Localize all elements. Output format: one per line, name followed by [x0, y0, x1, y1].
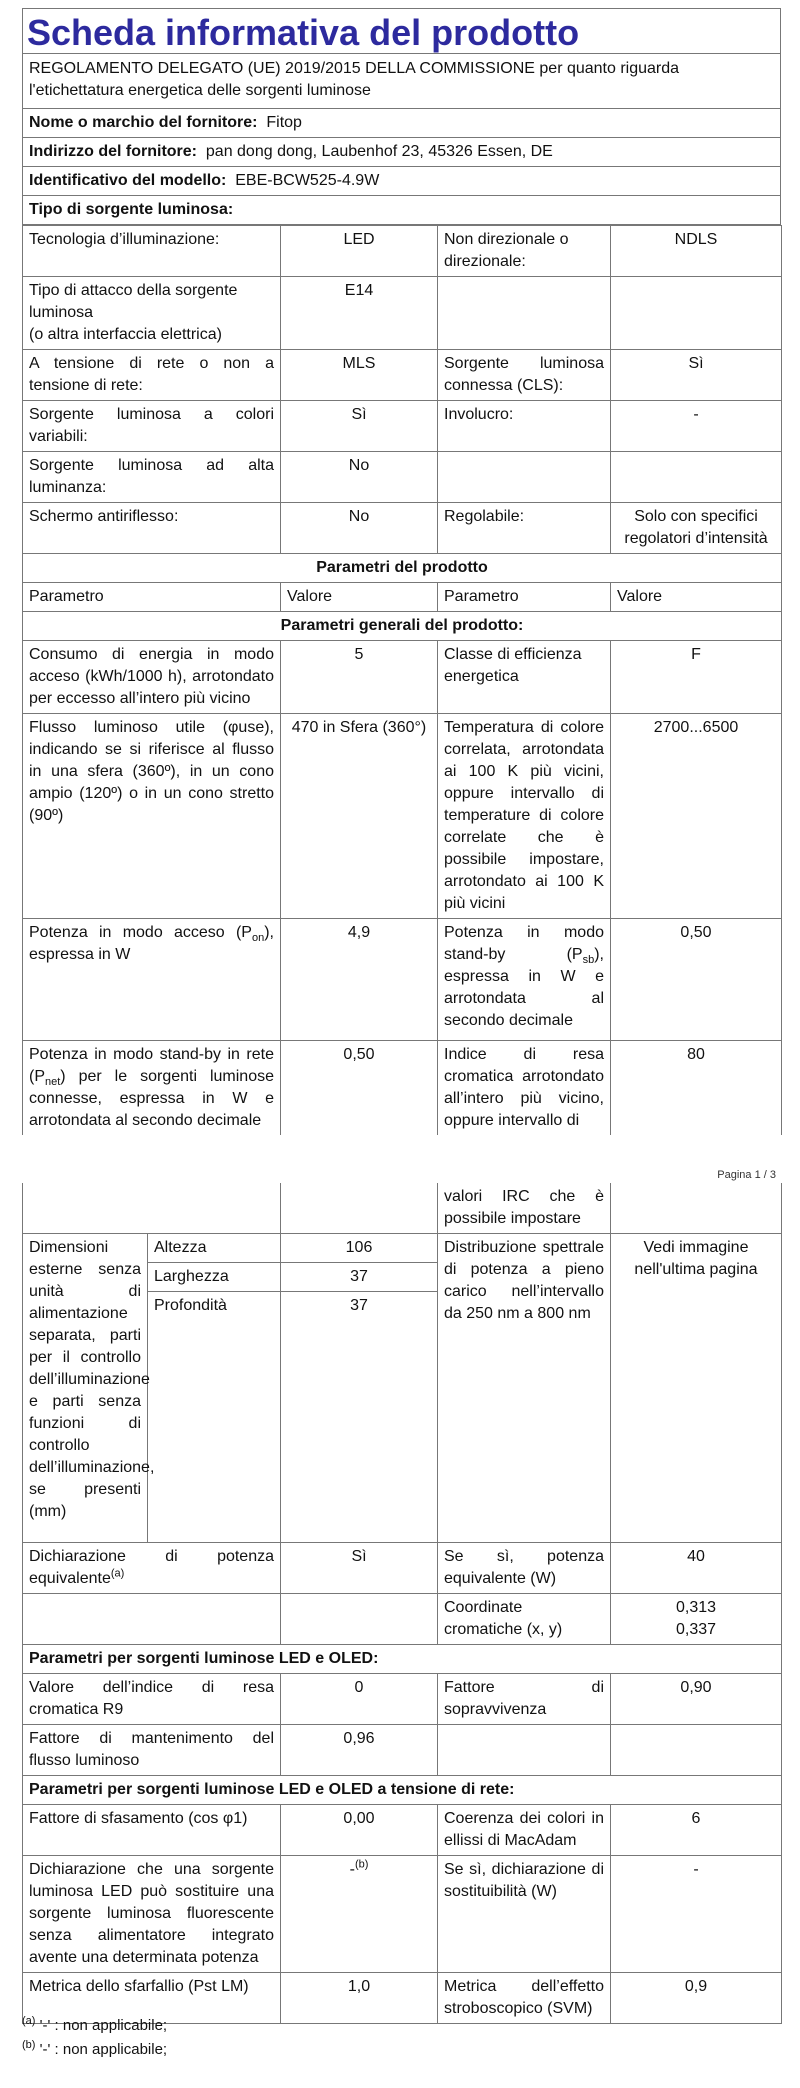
address-row [23, 138, 781, 167]
lumen-maintenance-label: Fattore di mantenimento del flusso luminoso [23, 1724, 281, 1775]
high-luminance-label: Sorgente luminosa ad alta luminanza: [23, 452, 281, 503]
chromaticity-x: 0,313 [675, 1598, 717, 1616]
connected-value: Sì [611, 350, 782, 401]
network-standby-value: 0,50 [281, 1041, 438, 1136]
empty-cell [611, 1724, 782, 1775]
page-number: Pagina 1 / 3 [717, 1169, 776, 1181]
column-header-value: Valore [611, 583, 782, 612]
footnote-a [22, 2014, 167, 2038]
model-row [23, 167, 781, 196]
dimmable-label: Regolabile: [438, 503, 611, 554]
lumen-maintenance-value: 0,96 [281, 1724, 438, 1775]
label-text: ), espressa in W e arrotondata al secondo decimale [444, 946, 604, 1029]
luminous-flux-label: Flusso luminoso utile (φuse), indicando se si riferisce al flusso in una sfera (360º), in un cono ampio (120º) o in un cono stretto (90º) [23, 714, 281, 919]
footnote-text: '-' : non applicabile; [39, 2041, 168, 2058]
empty-cell [281, 1183, 438, 1234]
flicker-metric-label: Metrica dello sfarfallio (Pst LM) [23, 1972, 281, 2023]
macadam-value: 6 [611, 1804, 782, 1855]
model-label: Identificativo del modello: [29, 172, 227, 189]
params-continued-table [22, 1183, 782, 2024]
table-row [23, 503, 782, 554]
equivalent-power-value: Sì [281, 1542, 438, 1593]
chromaticity-y: 0,337 [675, 1620, 717, 1638]
subscript: sb [582, 954, 595, 967]
supplier-label: Nome o marchio del fornitore: [29, 114, 258, 131]
empty-cell [281, 1320, 438, 1542]
led-oled-heading: Parametri per sorgenti luminose LED e OLED: [23, 1644, 782, 1673]
column-header-value: Valore [281, 583, 438, 612]
on-mode-power-label [23, 919, 281, 1041]
energy-consumption-label: Consumo di energia in modo acceso (kWh/1000 h), arrotondato per eccesso all’intero più vicino [23, 641, 281, 714]
empty-cell [23, 1183, 281, 1234]
depth-label: Profondità [148, 1292, 281, 1321]
technology-value: LED [281, 226, 438, 277]
column-header-param: Parametro [23, 583, 281, 612]
connected-label: Sorgente luminosa connessa (CLS): [438, 350, 611, 401]
efficiency-class-label: Classe di efficienza energetica [438, 641, 611, 714]
column-header-param: Parametro [438, 583, 611, 612]
colour-tunable-label: Sorgente luminosa a colori variabili: [23, 401, 281, 452]
footnote-mark: (b) [22, 2039, 36, 2051]
label-text: ) per le sorgenti luminose connesse, espressa in W e arrotondata al secondo decimale [29, 1068, 274, 1129]
model-value: EBE-BCW525-4.9W [235, 172, 380, 189]
mains-value: MLS [281, 350, 438, 401]
table-row [23, 350, 782, 401]
label-text: Dichiarazione di potenza equivalente [29, 1547, 274, 1587]
table-row [23, 1041, 782, 1136]
replacement-claim-value [281, 1855, 438, 1972]
footnote-text: '-' : non applicabile; [39, 2017, 168, 2034]
regulation-text: REGOLAMENTO DELEGATO (UE) 2019/2015 DELLA COMMISSIONE per quanto riguarda l'etichettatura energetica delle sorgenti luminose [23, 54, 781, 109]
cap-type-value: E14 [281, 277, 438, 350]
stroboscopic-metric-label: Metrica dell’effetto stroboscopico (SVM) [438, 1972, 611, 2023]
header-table [22, 53, 781, 225]
mains-label: A tensione di rete o non a tensione di rete: [23, 350, 281, 401]
table-row [23, 714, 782, 919]
cct-value: 2700...6500 [611, 714, 782, 919]
table-row [23, 1855, 782, 1972]
survival-factor-label: Fattore di sopravvivenza [438, 1673, 611, 1724]
equivalent-watt-value: 40 [611, 1542, 782, 1593]
table-row [23, 919, 782, 1041]
address-value: pan dong dong, Laubenhof 23, 45326 Essen, DE [205, 143, 553, 160]
table-row [23, 1593, 782, 1644]
dimensions-label: Dimensioni esterne senza unità di alimentazione separata, parti per il controllo dell’illuminazione e parti senza funzioni di controllo dell’illuminazione, se presenti (mm) [23, 1234, 148, 1543]
empty-cell [23, 1593, 281, 1644]
colour-tunable-value: Sì [281, 401, 438, 452]
cap-type-label-note: (o altra interfaccia elettrica) [29, 326, 222, 343]
empty-cell [611, 1183, 782, 1234]
luminous-flux-value: 470 in Sfera (360°) [281, 714, 438, 919]
height-value: 106 [281, 1234, 438, 1263]
cri-value: 80 [611, 1041, 782, 1136]
table-row [23, 277, 782, 350]
equivalent-power-label [23, 1542, 281, 1593]
efficiency-class-value: F [611, 641, 782, 714]
cap-type-label: Tipo di attacco della sorgente luminosa [29, 282, 238, 321]
r9-value: 0 [281, 1673, 438, 1724]
displacement-factor-value: 0,00 [281, 1804, 438, 1855]
label-text: Potenza in modo stand-by in rete (P [29, 1046, 274, 1085]
subscript: on [251, 932, 265, 945]
spectral-distribution-label: Distribuzione spettrale di potenza a pieno carico nell’intervallo da 250 nm a 800 nm [438, 1234, 611, 1543]
equivalent-watt-label: Se sì, potenza equivalente (W) [438, 1542, 611, 1593]
r9-label: Valore dell’indice di resa cromatica R9 [23, 1673, 281, 1724]
chromaticity-value [611, 1593, 782, 1644]
network-standby-label [23, 1041, 281, 1136]
width-value: 37 [281, 1263, 438, 1292]
dimmable-value: Solo con specifici regolatori d’intensità [611, 503, 782, 554]
light-source-type-heading: Tipo di sorgente luminosa: [23, 196, 781, 225]
cct-label: Temperatura di colore correlata, arrotondata ai 100 K più vicini, oppure intervallo di temperature di colore correlate che è possibile impostare, arrotondato ai 100 K più vicini [438, 714, 611, 919]
product-sheet-page-2 [22, 1183, 781, 2024]
standby-power-label [438, 919, 611, 1041]
table-row [23, 641, 782, 714]
survival-factor-value: 0,90 [611, 1673, 782, 1724]
value-text: - [349, 1860, 355, 1878]
footnote-mark: (a) [22, 2015, 36, 2027]
high-luminance-value: No [281, 452, 438, 503]
empty-cell [281, 1593, 438, 1644]
directional-value: NDLS [611, 226, 782, 277]
empty-cell [438, 277, 611, 350]
address-label: Indirizzo del fornitore: [29, 143, 197, 160]
supplier-value: Fitop [266, 114, 302, 131]
cri-label: Indice di resa cromatica arrotondato all’intero più vicino, oppure intervallo di [438, 1041, 611, 1136]
footnote-b [22, 2038, 167, 2062]
cap-type-cell [23, 277, 281, 350]
technology-label: Tecnologia d’illuminazione: [23, 226, 281, 277]
supplier-row [23, 109, 781, 138]
empty-cell [611, 277, 782, 350]
led-mains-heading: Parametri per sorgenti luminose LED e OLED a tensione di rete: [23, 1775, 782, 1804]
subscript: net [45, 1076, 61, 1089]
product-sheet-page-1 [22, 8, 781, 1135]
standby-power-value: 0,50 [611, 919, 782, 1041]
stroboscopic-metric-value: 0,9 [611, 1972, 782, 2023]
anti-glare-label: Schermo antiriflesso: [23, 503, 281, 554]
page-title: Scheda informativa del prodotto [22, 8, 781, 53]
table-row [23, 1234, 782, 1263]
label-text: Potenza in modo stand-by (P [444, 924, 604, 963]
empty-cell [438, 452, 611, 503]
flicker-metric-value: 1,0 [281, 1972, 438, 2023]
table-row [23, 226, 782, 277]
spectral-distribution-value: Vedi immagine nell'ultima pagina [611, 1234, 782, 1543]
displacement-factor-label: Fattore di sfasamento (cos φ1) [23, 1804, 281, 1855]
energy-consumption-value: 5 [281, 641, 438, 714]
height-label: Altezza [148, 1234, 281, 1263]
width-label: Larghezza [148, 1263, 281, 1292]
replacement-watt-value: - [611, 1855, 782, 1972]
superscript: (b) [354, 1858, 369, 1871]
table-header-row [23, 583, 782, 612]
replacement-watt-label: Se sì, dichiarazione di sostituibilità (W) [438, 1855, 611, 1972]
empty-cell [611, 452, 782, 503]
envelope-value: - [611, 401, 782, 452]
table-row [23, 1724, 782, 1775]
chromaticity-label: Coordinate cromatiche (x, y) [438, 1593, 611, 1644]
on-mode-power-value: 4,9 [281, 919, 438, 1041]
empty-cell [438, 1724, 611, 1775]
envelope-label: Involucro: [438, 401, 611, 452]
light-source-type-table [22, 225, 782, 1135]
footnotes [22, 2014, 167, 2062]
anti-glare-value: No [281, 503, 438, 554]
macadam-label: Coerenza dei colori in ellissi di MacAdam [438, 1804, 611, 1855]
directional-label: Non direzionale o direzionale: [438, 226, 611, 277]
superscript: (a) [110, 1567, 125, 1580]
table-row [23, 401, 782, 452]
product-params-heading: Parametri del prodotto [23, 554, 782, 583]
table-row [23, 1542, 782, 1593]
cri-label-continued: valori IRC che è possibile impostare [438, 1183, 611, 1234]
table-row [23, 1673, 782, 1724]
replacement-claim-label: Dichiarazione che una sorgente luminosa LED può sostituire una sorgente luminosa fluorescente senza alimentatore integrato avente una determinata potenza [23, 1855, 281, 1972]
table-row [23, 1804, 782, 1855]
empty-cell [148, 1320, 281, 1542]
table-row [23, 452, 782, 503]
table-row [23, 1183, 782, 1234]
general-params-heading: Parametri generali del prodotto: [23, 612, 782, 641]
depth-value: 37 [281, 1292, 438, 1321]
label-text: ), espressa in W [29, 924, 274, 963]
label-text: Potenza in modo acceso (P [29, 924, 252, 941]
